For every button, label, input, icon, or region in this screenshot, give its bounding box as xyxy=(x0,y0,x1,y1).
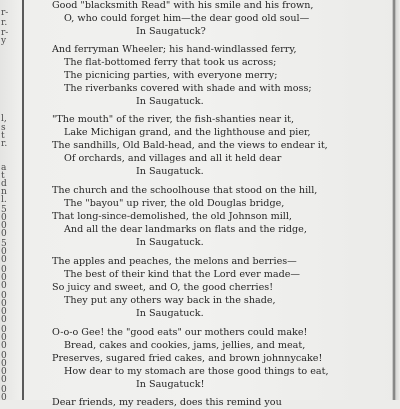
left-column-fragment: 5 xyxy=(1,239,7,249)
poem-line: Lake Michigan grand, and the lighthouse and pier, xyxy=(64,127,311,138)
left-column-fragment: 0 xyxy=(1,247,7,257)
poem-line: O, who could forget him—the dear good old soul— xyxy=(64,13,310,24)
poem-line: O-o-o Gee! the "good eats" our mothers could make! xyxy=(52,327,308,338)
left-column-fragment: t xyxy=(1,131,5,141)
poem xyxy=(52,0,390,408)
poem-line: Bread, cakes and cookies, jams, jellies, and meat, xyxy=(64,340,306,351)
column-divider xyxy=(22,0,24,400)
left-column-fragment: l, xyxy=(1,114,7,124)
left-column-fragment: r. xyxy=(1,18,8,28)
poem-line: In Saugatuck. xyxy=(136,308,204,319)
poem-line: The church and the schoolhouse that stood on the hill, xyxy=(52,185,318,196)
poem-line: Good "blacksmith Read" with his smile and his frown, xyxy=(52,0,314,11)
left-column-fragment: r- xyxy=(1,8,9,18)
poem-line: In Saugatuck. xyxy=(136,166,204,177)
poem-line: Of orchards, and villages and all it held dear xyxy=(64,153,282,164)
left-column-fragment: 0 xyxy=(1,359,7,369)
left-column-fragment: d xyxy=(1,179,7,189)
poem-line: The flat-bottomed ferry that took us across; xyxy=(64,57,277,68)
poem-line: In Saugatuck. xyxy=(136,237,204,248)
poem-line: In Saugatuck! xyxy=(136,379,205,390)
left-column-fragment: a xyxy=(1,163,7,173)
left-column-fragment: 0 xyxy=(1,255,7,265)
left-column-fragment: r- xyxy=(1,28,9,38)
left-column-fragment: l. xyxy=(1,195,7,205)
left-column-fragments xyxy=(0,0,22,403)
left-column-fragment: n xyxy=(1,187,7,197)
left-column-fragment: 5 xyxy=(1,205,7,215)
left-column-fragment: 0 xyxy=(1,273,7,283)
left-column-fragment: 0 xyxy=(1,333,7,343)
left-column-fragment: s xyxy=(1,123,6,133)
left-column-fragment: t xyxy=(1,171,5,181)
left-column-fragment: 0 xyxy=(1,291,7,301)
left-column-fragment: 0 xyxy=(1,385,7,395)
poem-line: That long-since-demolished, the old Johnson mill, xyxy=(52,211,292,222)
left-column-fragment: 0 xyxy=(1,325,7,335)
left-column-fragment: 0 xyxy=(1,265,7,275)
poem-line: In Saugatuck. xyxy=(136,96,204,107)
poem-line: Preserves, sugared fried cakes, and brown johnnycake! xyxy=(52,353,323,364)
left-column-fragment: 0 xyxy=(1,375,7,385)
poem-line: The riverbanks covered with shade and with moss; xyxy=(64,83,312,94)
left-column-fragment: 0 xyxy=(1,229,7,239)
left-column-fragment: 0 xyxy=(1,315,7,325)
left-column-fragment: y xyxy=(1,36,7,46)
left-column-fragment: 0 xyxy=(1,341,7,351)
left-column-fragment: 0 xyxy=(1,351,7,361)
poem-line: How dear to my stomach are those good things to eat, xyxy=(64,366,329,377)
poem-line: Dear friends, my readers, does this remind you xyxy=(52,397,282,408)
poem-line: The apples and peaches, the melons and berries— xyxy=(52,256,297,267)
left-column-fragment: 0 xyxy=(1,281,7,291)
left-column-fragment: 0 xyxy=(1,299,7,309)
poem-line: "The mouth" of the river, the fish-shanties near it, xyxy=(52,114,295,125)
poem-line: The "bayou" up river, the old Douglas bridge, xyxy=(64,198,285,209)
left-column-fragment: 0 xyxy=(1,367,7,377)
left-column-fragment: 0 xyxy=(1,393,7,403)
poem-line: The best of their kind that the Lord ever made— xyxy=(64,269,300,280)
poem-line: The picnicing parties, with everyone merry; xyxy=(64,70,278,81)
left-column-fragment: 0 xyxy=(1,307,7,317)
left-column-fragment: 0 xyxy=(1,221,7,231)
poem-line: They put any others way back in the shade, xyxy=(64,295,276,306)
left-column-fragment: 0 xyxy=(1,213,7,223)
right-page-edge xyxy=(392,0,400,400)
poem-line: In Saugatuck? xyxy=(136,26,206,37)
poem-line: And ferryman Wheeler; his hand-windlassed ferry, xyxy=(52,44,297,55)
poem-line: And all the dear landmarks on flats and the ridge, xyxy=(64,224,307,235)
left-column-fragment: r. xyxy=(1,139,8,149)
poem-line: The sandhills, Old Bald-head, and the views to endear it, xyxy=(52,140,328,151)
poem-line: So juicy and sweet, and O, the good cherries! xyxy=(52,282,274,293)
